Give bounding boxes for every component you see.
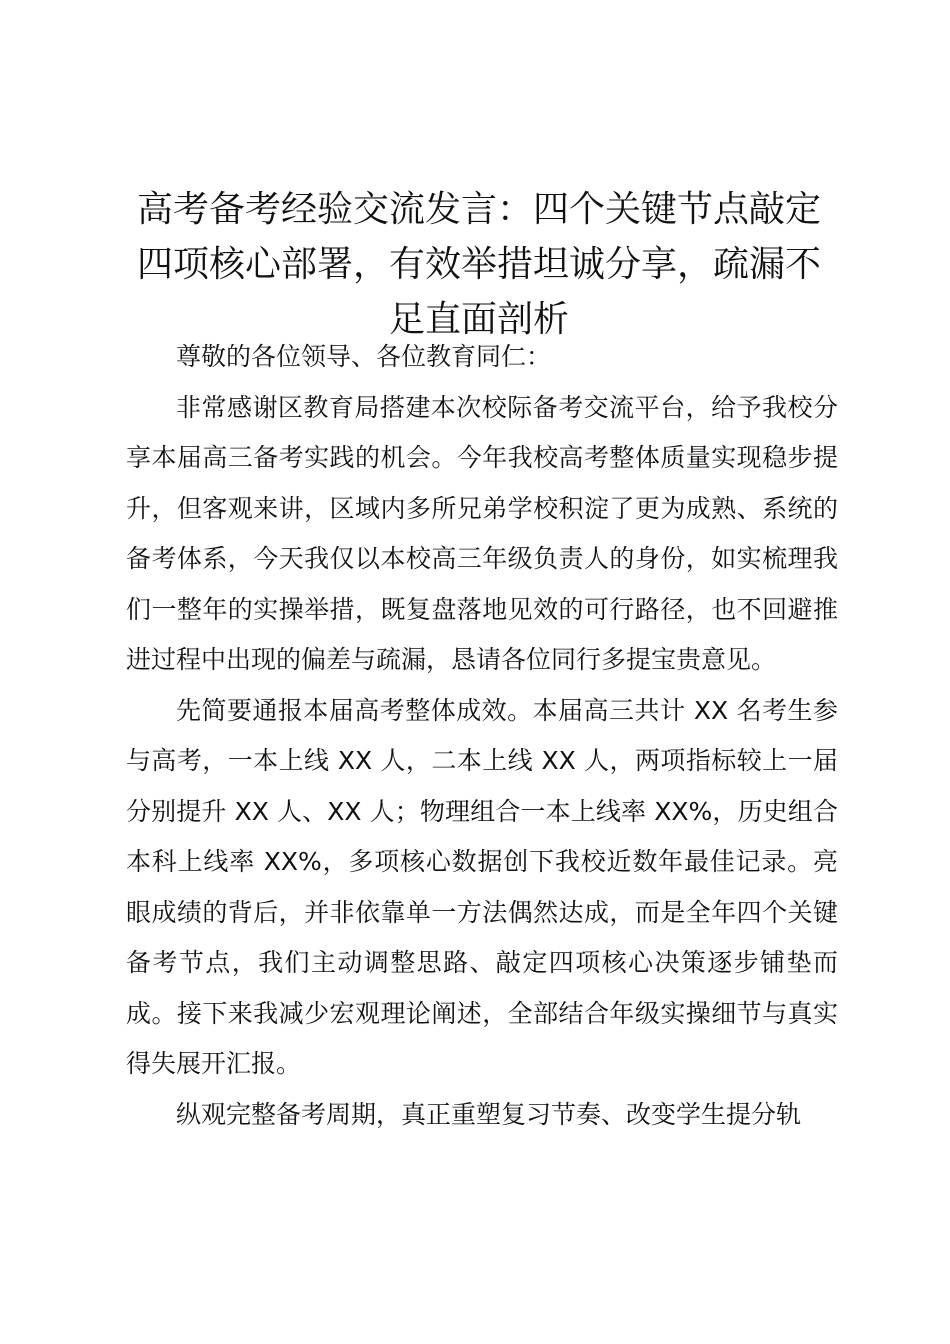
paragraph-intro: 非常感谢区教育局搭建本次校际备考交流平台，给予我校分享本届高三备考实践的机会。今年我校高考整体质量实现稳步提升，但客观来讲，区域内多所兄弟学校积淀了更为成熟、系统的备考体系，今天我仅以本校高三年级负责人的身份，如实梳理我们一整年的实操举措，既复盘落地见效的可行路径，也不回避推进过程中出现的偏差与疏漏，恳请各位同行多提宝贵意见。 <box>126 392 838 674</box>
document-body <box>126 332 838 1140</box>
document-title: 高考备考经验交流发言：四个关键节点敲定四项核心部署，有效举措坦诚分享，疏漏不足直面剖析 <box>136 189 821 340</box>
paragraph-results: 先简要通报本届高考整体成效。本届高三共计 XX 名考生参与高考，一本上线 XX 人，二本上线 XX 人，两项指标较上一届分别提升 XX 人、XX 人；物理组合一本上线率 XX%，历史组合本科上线率 XX%，多项核心数据创下我校近数年最佳记录。亮眼成绩的背后，并非依靠单一方法偶然达成，而是全年四个关键备考节点，我们主动调整思路、敲定四项核心决策逐步铺垫而成。接下来我减少宏观理论阐述，全部结合年级实操细节与真实得失展开汇报。 <box>126 695 838 1078</box>
salutation: 尊敬的各位领导、各位教育同仁： <box>176 342 552 371</box>
paragraph-overview: 纵观完整备考周期，真正重塑复习节奏、改变学生提分轨 <box>176 1099 802 1129</box>
